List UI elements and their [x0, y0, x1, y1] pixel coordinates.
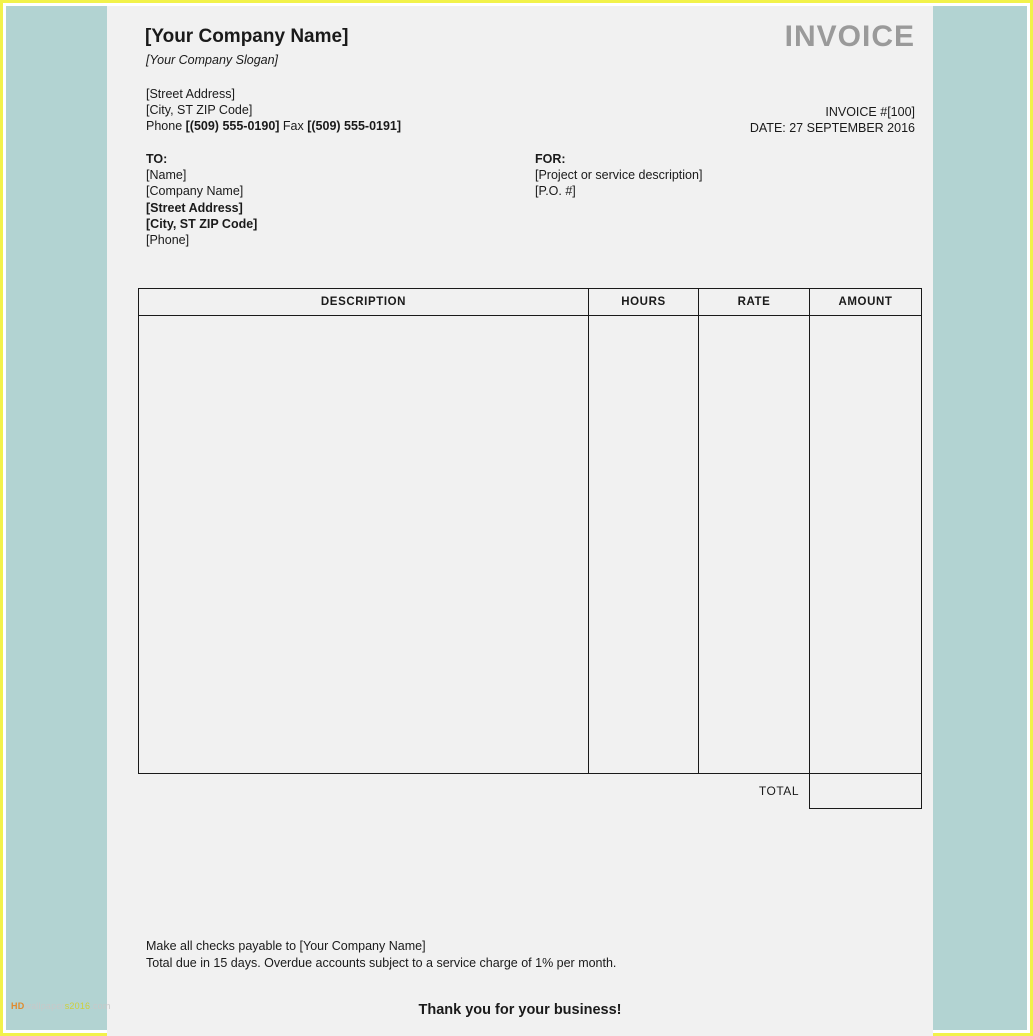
sender-address-block: [146, 86, 401, 134]
watermark-mid: wallpaper: [24, 1001, 65, 1011]
decorative-side-band-left: [6, 6, 107, 1030]
decorative-side-band-right: [926, 6, 1027, 1030]
bill-to-name: [Name]: [146, 168, 187, 183]
line-items-table: [138, 288, 922, 809]
sender-city: [City, ST ZIP Code]: [146, 103, 253, 117]
column-header-description: DESCRIPTION: [139, 289, 589, 316]
for-description: [Project or service description]: [535, 168, 703, 183]
page-title: INVOICE: [784, 20, 915, 53]
column-header-amount: AMOUNT: [810, 289, 922, 316]
thank-you-message: Thank you for your business!: [418, 1002, 622, 1018]
watermark-prefix: HD: [11, 1001, 25, 1011]
sender-phone-fax: [146, 118, 401, 134]
footer-terms-line: Total due in 15 days. Overdue accounts subject to a service charge of 1% per month.: [146, 955, 617, 970]
watermark-end: .com: [90, 1001, 111, 1011]
bill-to-city: [City, ST ZIP Code]: [146, 216, 258, 231]
cell-hours[interactable]: [589, 316, 699, 774]
total-spacer-mid: [589, 774, 699, 809]
table-body-row: [139, 316, 922, 774]
cell-amount[interactable]: [810, 316, 922, 774]
for-heading: FOR:: [535, 152, 566, 166]
phone-label: Phone: [146, 119, 186, 133]
invoice-date: DATE: 27 SEPTEMBER 2016: [749, 121, 915, 135]
bill-to-heading: TO:: [146, 152, 168, 166]
total-label: TOTAL: [758, 784, 799, 799]
bill-to-block: [146, 151, 257, 248]
invoice-number: INVOICE #[100]: [825, 105, 915, 119]
cell-rate[interactable]: [699, 316, 810, 774]
bill-to-phone: [Phone]: [146, 233, 190, 248]
total-spacer-left: [139, 774, 589, 809]
cell-description[interactable]: [139, 316, 589, 774]
watermark-suffix: s2016: [64, 1001, 91, 1011]
total-value[interactable]: [810, 774, 922, 809]
company-name: [Your Company Name]: [145, 26, 349, 47]
for-po-number: [P.O. #]: [535, 184, 576, 199]
bill-to-street: [Street Address]: [146, 200, 243, 215]
phone-value: [(509) 555-0190]: [185, 119, 280, 133]
column-header-hours: HOURS: [589, 289, 699, 316]
table-total-row: [139, 774, 922, 809]
for-block: [535, 151, 702, 200]
fax-label: Fax: [279, 119, 308, 133]
sender-street: [Street Address]: [146, 87, 235, 101]
invoice-meta-block: [750, 104, 915, 136]
bill-to-company: [Company Name]: [146, 184, 244, 199]
invoice-sheet: [107, 6, 933, 1036]
table-header-row: [139, 289, 922, 316]
footer-notes: [146, 938, 616, 971]
company-slogan: [Your Company Slogan]: [146, 53, 279, 67]
watermark: [11, 1001, 111, 1011]
column-header-rate: RATE: [699, 289, 810, 316]
fax-value: [(509) 555-0191]: [307, 119, 402, 133]
footer-payable-line: Make all checks payable to [Your Company Name]: [146, 939, 426, 953]
